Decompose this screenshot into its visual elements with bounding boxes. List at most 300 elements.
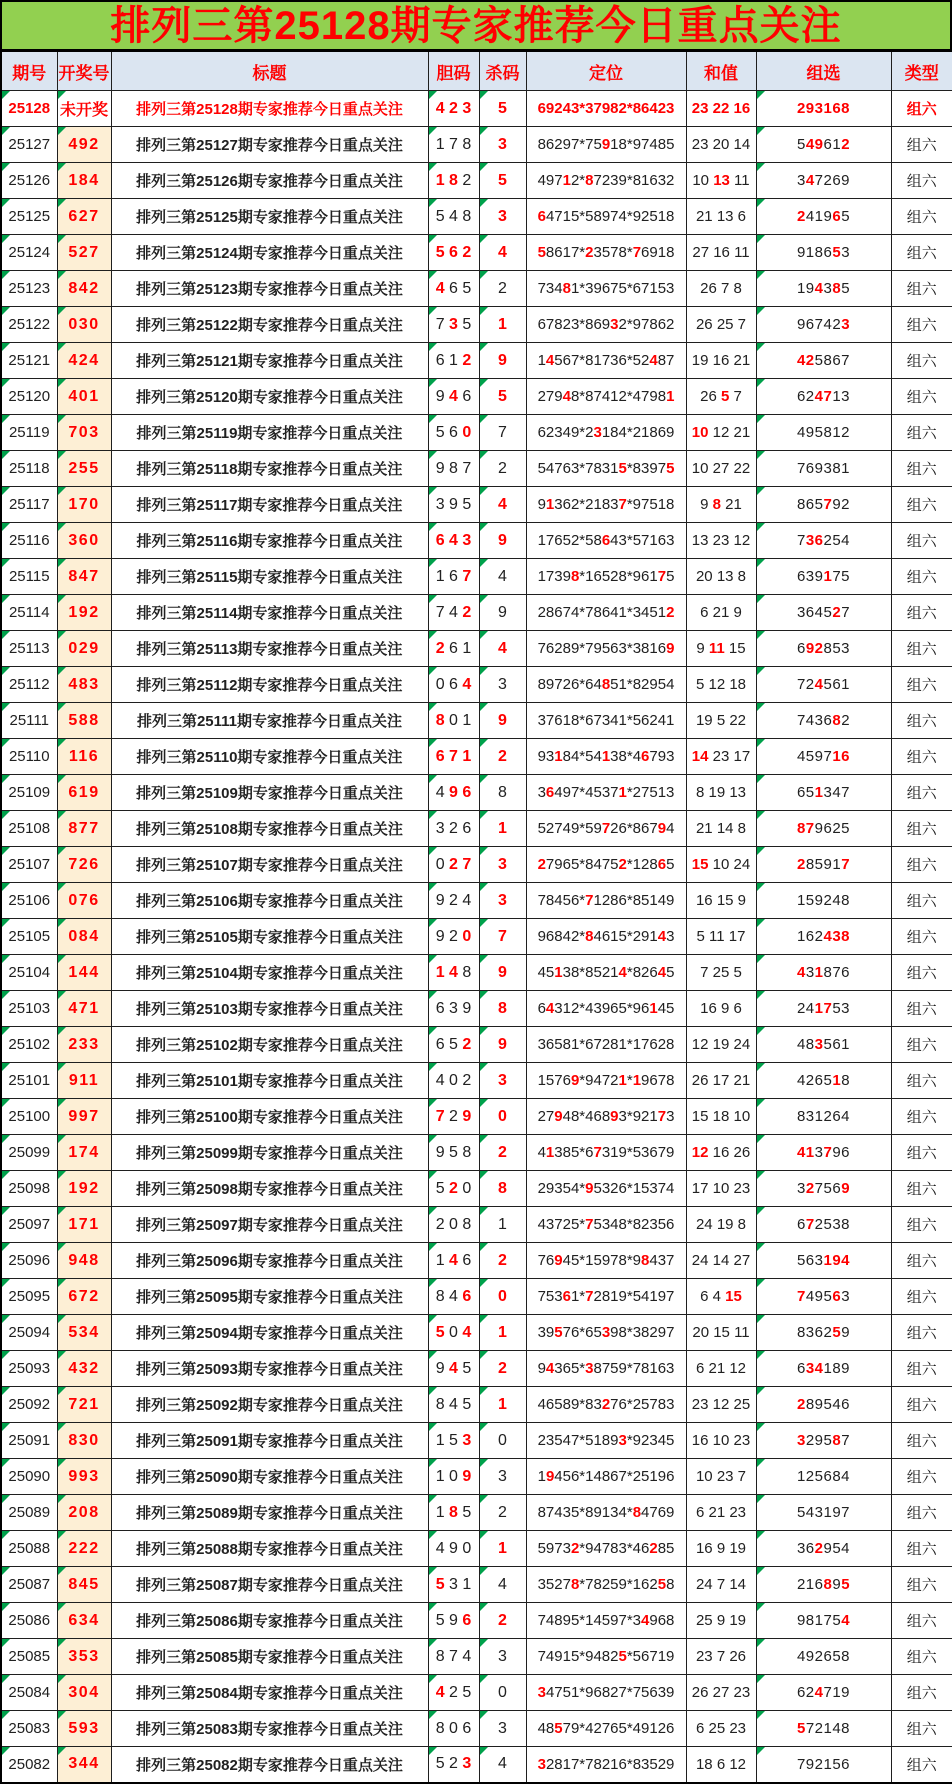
cell-draw: 360 <box>57 523 111 559</box>
cell-dan: 2 0 8 <box>428 1207 479 1243</box>
cell-note-triangle-icon <box>2 1567 10 1575</box>
cell-dan: 6 5 2 <box>428 1027 479 1063</box>
cell-position: 78456*71286*85149 <box>526 883 686 919</box>
cell-note-triangle-icon <box>757 919 765 927</box>
cell-title: 排列三第25126期专家推荐今日重点关注 <box>111 163 428 199</box>
cell-note-triangle-icon <box>58 883 66 891</box>
cell-sum: 24 14 27 <box>686 1243 756 1279</box>
cell-group: 285917 <box>756 847 891 883</box>
table-row <box>1 487 952 523</box>
cell-sum: 26 5 7 <box>686 379 756 415</box>
cell-title: 排列三第25124期专家推荐今日重点关注 <box>111 235 428 271</box>
cell-sum: 25 9 19 <box>686 1603 756 1639</box>
cell-kill: 9 <box>479 1027 526 1063</box>
cell-note-triangle-icon <box>2 919 10 927</box>
cell-note-triangle-icon <box>429 523 437 531</box>
cell-type: 组六 <box>891 1603 952 1639</box>
table-row <box>1 523 952 559</box>
cell-group: 563194 <box>756 1243 891 1279</box>
cell-period: 25083 <box>1 1711 57 1747</box>
cell-type: 组六 <box>891 1675 952 1711</box>
cell-kill: 3 <box>479 1063 526 1099</box>
cell-sum: 5 12 18 <box>686 667 756 703</box>
cell-position: 17652*58643*57163 <box>526 523 686 559</box>
cell-group: 347269 <box>756 163 891 199</box>
cell-note-triangle-icon <box>2 1063 10 1071</box>
cell-group: 483561 <box>756 1027 891 1063</box>
cell-note-triangle-icon <box>757 1531 765 1539</box>
cell-note-triangle-icon <box>2 199 10 207</box>
cell-sum: 21 14 8 <box>686 811 756 847</box>
cell-draw: 304 <box>57 1675 111 1711</box>
cell-kill: 1 <box>479 1315 526 1351</box>
cell-note-triangle-icon <box>2 1135 10 1143</box>
cell-kill: 4 <box>479 487 526 523</box>
cell-type: 组六 <box>891 163 952 199</box>
cell-dan: 1 0 9 <box>428 1459 479 1495</box>
cell-dan: 9 4 6 <box>428 379 479 415</box>
cell-kill: 9 <box>479 343 526 379</box>
cell-period: 25108 <box>1 811 57 847</box>
cell-note-triangle-icon <box>2 559 10 567</box>
cell-group: 981754 <box>756 1603 891 1639</box>
cell-note-triangle-icon <box>2 271 10 279</box>
cell-note-triangle-icon <box>757 379 765 387</box>
cell-note-triangle-icon <box>757 811 765 819</box>
cell-note-triangle-icon <box>757 847 765 855</box>
cell-note-triangle-icon <box>429 487 437 495</box>
cell-title: 排列三第25087期专家推荐今日重点关注 <box>111 1567 428 1603</box>
cell-kill: 0 <box>479 1423 526 1459</box>
cell-kill: 9 <box>479 595 526 631</box>
table-row <box>1 1423 952 1459</box>
cell-note-triangle-icon <box>480 235 488 243</box>
cell-dan: 5 6 2 <box>428 235 479 271</box>
cell-group: 865792 <box>756 487 891 523</box>
cell-group: 426518 <box>756 1063 891 1099</box>
cell-title: 排列三第25120期专家推荐今日重点关注 <box>111 379 428 415</box>
cell-kill: 2 <box>479 739 526 775</box>
cell-note-triangle-icon <box>480 955 488 963</box>
cell-title: 排列三第25121期专家推荐今日重点关注 <box>111 343 428 379</box>
cell-position: 54763*78315*83975 <box>526 451 686 487</box>
table-row <box>1 379 952 415</box>
cell-title: 排列三第25107期专家推荐今日重点关注 <box>111 847 428 883</box>
cell-note-triangle-icon <box>429 703 437 711</box>
cell-title: 排列三第25116期专家推荐今日重点关注 <box>111 523 428 559</box>
cell-period: 25092 <box>1 1387 57 1423</box>
cell-sum: 6 21 12 <box>686 1351 756 1387</box>
cell-title: 排列三第25101期专家推荐今日重点关注 <box>111 1063 428 1099</box>
cell-note-triangle-icon <box>480 1639 488 1647</box>
cell-note-triangle-icon <box>480 775 488 783</box>
cell-note-triangle-icon <box>429 631 437 639</box>
cell-sum: 16 9 19 <box>686 1531 756 1567</box>
cell-kill: 9 <box>479 703 526 739</box>
cell-group: 724561 <box>756 667 891 703</box>
cell-position: 89726*64851*82954 <box>526 667 686 703</box>
cell-note-triangle-icon <box>2 955 10 963</box>
cell-position: 74895*14597*34968 <box>526 1603 686 1639</box>
cell-note-triangle-icon <box>429 1243 437 1251</box>
cell-note-triangle-icon <box>480 379 488 387</box>
cell-draw: 076 <box>57 883 111 919</box>
cell-period: 25100 <box>1 1099 57 1135</box>
table-row <box>1 127 952 163</box>
cell-position: 59732*94783*46285 <box>526 1531 686 1567</box>
cell-dan: 1 8 2 <box>428 163 479 199</box>
cell-dan: 5 0 4 <box>428 1315 479 1351</box>
cell-type: 组六 <box>891 1495 952 1531</box>
cell-dan: 9 8 7 <box>428 451 479 487</box>
table-row <box>1 451 952 487</box>
cell-position: 76945*15978*98437 <box>526 1243 686 1279</box>
cell-title: 排列三第25091期专家推荐今日重点关注 <box>111 1423 428 1459</box>
cell-type: 组六 <box>891 379 952 415</box>
table-row <box>1 1567 952 1603</box>
cell-note-triangle-icon <box>2 1387 10 1395</box>
cell-title: 排列三第25098期专家推荐今日重点关注 <box>111 1171 428 1207</box>
cell-sum: 23 22 16 <box>686 91 756 127</box>
cell-kill: 2 <box>479 1603 526 1639</box>
cell-note-triangle-icon <box>480 1171 488 1179</box>
cell-type: 组六 <box>891 1423 952 1459</box>
cell-group: 431876 <box>756 955 891 991</box>
cell-type: 组六 <box>891 775 952 811</box>
cell-type: 组六 <box>891 1027 952 1063</box>
cell-kill: 2 <box>479 1495 526 1531</box>
cell-position: 34751*96827*75639 <box>526 1675 686 1711</box>
cell-period: 25125 <box>1 199 57 235</box>
cell-note-triangle-icon <box>757 91 765 99</box>
cell-draw: 830 <box>57 1423 111 1459</box>
cell-period: 25094 <box>1 1315 57 1351</box>
cell-period: 25121 <box>1 343 57 379</box>
cell-note-triangle-icon <box>480 1207 488 1215</box>
cell-position: 96842*84615*29143 <box>526 919 686 955</box>
cell-dan: 5 2 3 <box>428 1747 479 1783</box>
cell-note-triangle-icon <box>58 1243 66 1251</box>
cell-note-triangle-icon <box>58 919 66 927</box>
cell-position: 74915*94825*56719 <box>526 1639 686 1675</box>
cell-dan: 9 5 8 <box>428 1135 479 1171</box>
cell-group: 425867 <box>756 343 891 379</box>
cell-note-triangle-icon <box>480 1315 488 1323</box>
cell-position: 49712*87239*81632 <box>526 163 686 199</box>
cell-note-triangle-icon <box>2 811 10 819</box>
cell-note-triangle-icon <box>757 595 765 603</box>
cell-group: 967423 <box>756 307 891 343</box>
col-header-period: 期号 <box>1 51 57 91</box>
cell-sum: 27 16 11 <box>686 235 756 271</box>
cell-type: 组六 <box>891 1207 952 1243</box>
cell-title: 排列三第25096期专家推荐今日重点关注 <box>111 1243 428 1279</box>
cell-title: 排列三第25102期专家推荐今日重点关注 <box>111 1027 428 1063</box>
cell-position: 52749*59726*86794 <box>526 811 686 847</box>
cell-group: 792156 <box>756 1747 891 1783</box>
cell-period: 25098 <box>1 1171 57 1207</box>
cell-note-triangle-icon <box>757 1099 765 1107</box>
cell-kill: 2 <box>479 271 526 307</box>
cell-note-triangle-icon <box>2 1639 10 1647</box>
cell-group: 543197 <box>756 1495 891 1531</box>
cell-note-triangle-icon <box>480 847 488 855</box>
cell-note-triangle-icon <box>2 1603 10 1611</box>
cell-dan: 8 7 4 <box>428 1639 479 1675</box>
cell-note-triangle-icon <box>429 163 437 171</box>
table-row <box>1 703 952 739</box>
cell-dan: 1 7 8 <box>428 127 479 163</box>
cell-note-triangle-icon <box>757 703 765 711</box>
cell-note-triangle-icon <box>757 631 765 639</box>
cell-note-triangle-icon <box>2 703 10 711</box>
cell-sum: 26 25 7 <box>686 307 756 343</box>
table-row <box>1 1531 952 1567</box>
cell-kill: 3 <box>479 667 526 703</box>
cell-note-triangle-icon <box>757 1063 765 1071</box>
cell-note-triangle-icon <box>757 1567 765 1575</box>
cell-kill: 3 <box>479 847 526 883</box>
cell-period: 25106 <box>1 883 57 919</box>
cell-dan: 1 6 7 <box>428 559 479 595</box>
cell-note-triangle-icon <box>757 1027 765 1035</box>
cell-kill: 1 <box>479 1207 526 1243</box>
cell-kill: 3 <box>479 199 526 235</box>
cell-note-triangle-icon <box>480 343 488 351</box>
cell-dan: 9 2 0 <box>428 919 479 955</box>
cell-note-triangle-icon <box>429 1279 437 1287</box>
cell-note-triangle-icon <box>58 1171 66 1179</box>
cell-note-triangle-icon <box>480 919 488 927</box>
cell-position: 75361*72819*54197 <box>526 1279 686 1315</box>
cell-note-triangle-icon <box>757 127 765 135</box>
table-row <box>1 1099 952 1135</box>
cell-position: 76289*79563*38169 <box>526 631 686 667</box>
cell-type: 组六 <box>891 1171 952 1207</box>
cell-note-triangle-icon <box>757 1315 765 1323</box>
cell-note-triangle-icon <box>757 199 765 207</box>
cell-note-triangle-icon <box>2 1171 10 1179</box>
cell-note-triangle-icon <box>480 1387 488 1395</box>
cell-position: 48579*42765*49126 <box>526 1711 686 1747</box>
cell-type: 组六 <box>891 559 952 595</box>
cell-dan: 9 2 4 <box>428 883 479 919</box>
cell-group: 692853 <box>756 631 891 667</box>
cell-note-triangle-icon <box>58 307 66 315</box>
cell-title: 排列三第25090期专家推荐今日重点关注 <box>111 1459 428 1495</box>
cell-sum: 7 25 5 <box>686 955 756 991</box>
cell-type: 组六 <box>891 1099 952 1135</box>
cell-title: 排列三第25093期专家推荐今日重点关注 <box>111 1351 428 1387</box>
cell-period: 25109 <box>1 775 57 811</box>
cell-period: 25099 <box>1 1135 57 1171</box>
cell-group: 879625 <box>756 811 891 847</box>
cell-title: 排列三第25103期专家推荐今日重点关注 <box>111 991 428 1027</box>
cell-note-triangle-icon <box>58 811 66 819</box>
cell-note-triangle-icon <box>429 379 437 387</box>
cell-sum: 23 12 25 <box>686 1387 756 1423</box>
cell-note-triangle-icon <box>58 199 66 207</box>
cell-type: 组六 <box>891 127 952 163</box>
cell-sum: 21 13 6 <box>686 199 756 235</box>
cell-group: 159248 <box>756 883 891 919</box>
table-row <box>1 1135 952 1171</box>
cell-note-triangle-icon <box>757 1747 765 1755</box>
cell-period: 25127 <box>1 127 57 163</box>
cell-note-triangle-icon <box>2 523 10 531</box>
cell-draw: 029 <box>57 631 111 667</box>
cell-note-triangle-icon <box>2 487 10 495</box>
table-row <box>1 667 952 703</box>
cell-draw: 527 <box>57 235 111 271</box>
cell-note-triangle-icon <box>429 271 437 279</box>
cell-draw: 997 <box>57 1099 111 1135</box>
cell-group: 194385 <box>756 271 891 307</box>
cell-position: 41385*67319*53679 <box>526 1135 686 1171</box>
cell-position: 58617*23578*76918 <box>526 235 686 271</box>
cell-note-triangle-icon <box>480 451 488 459</box>
cell-draw: 911 <box>57 1063 111 1099</box>
cell-note-triangle-icon <box>757 1207 765 1215</box>
cell-note-triangle-icon <box>429 1135 437 1143</box>
cell-period: 25126 <box>1 163 57 199</box>
cell-position: 73481*39675*67153 <box>526 271 686 307</box>
cell-note-triangle-icon <box>2 415 10 423</box>
cell-sum: 20 13 8 <box>686 559 756 595</box>
cell-dan: 1 4 8 <box>428 955 479 991</box>
cell-note-triangle-icon <box>58 1135 66 1143</box>
cell-note-triangle-icon <box>58 667 66 675</box>
cell-period: 25088 <box>1 1531 57 1567</box>
cell-position: 27948*87412*47981 <box>526 379 686 415</box>
table-row <box>1 235 952 271</box>
cell-period: 25101 <box>1 1063 57 1099</box>
cell-note-triangle-icon <box>2 127 10 135</box>
cell-period: 25128 <box>1 91 57 127</box>
cell-note-triangle-icon <box>480 415 488 423</box>
cell-draw: 588 <box>57 703 111 739</box>
cell-kill: 0 <box>479 1099 526 1135</box>
cell-note-triangle-icon <box>2 1279 10 1287</box>
cell-note-triangle-icon <box>2 883 10 891</box>
cell-note-triangle-icon <box>480 1603 488 1611</box>
cell-title: 排列三第25092期专家推荐今日重点关注 <box>111 1387 428 1423</box>
cell-dan: 7 4 2 <box>428 595 479 631</box>
cell-note-triangle-icon <box>58 991 66 999</box>
cell-dan: 8 4 6 <box>428 1279 479 1315</box>
cell-kill: 4 <box>479 631 526 667</box>
table-row <box>1 1747 952 1783</box>
cell-type: 组六 <box>891 235 952 271</box>
cell-draw: 726 <box>57 847 111 883</box>
cell-dan: 5 4 8 <box>428 199 479 235</box>
cell-note-triangle-icon <box>58 1531 66 1539</box>
cell-title: 排列三第25115期专家推荐今日重点关注 <box>111 559 428 595</box>
cell-note-triangle-icon <box>429 127 437 135</box>
cell-sum: 10 13 11 <box>686 163 756 199</box>
cell-note-triangle-icon <box>429 883 437 891</box>
col-header-position: 定位 <box>526 51 686 91</box>
cell-type: 组六 <box>891 1135 952 1171</box>
cell-period: 25117 <box>1 487 57 523</box>
cell-dan: 6 3 9 <box>428 991 479 1027</box>
cell-note-triangle-icon <box>429 235 437 243</box>
cell-type: 组六 <box>891 991 952 1027</box>
cell-note-triangle-icon <box>429 343 437 351</box>
cell-note-triangle-icon <box>757 883 765 891</box>
cell-title: 排列三第25089期专家推荐今日重点关注 <box>111 1495 428 1531</box>
cell-note-triangle-icon <box>2 91 10 99</box>
cell-note-triangle-icon <box>429 199 437 207</box>
cell-sum: 19 5 22 <box>686 703 756 739</box>
cell-period: 25123 <box>1 271 57 307</box>
cell-type: 组六 <box>891 1063 952 1099</box>
cell-note-triangle-icon <box>2 1531 10 1539</box>
cell-note-triangle-icon <box>2 1675 10 1683</box>
cell-position: 28674*78641*34512 <box>526 595 686 631</box>
cell-position: 23547*51893*92345 <box>526 1423 686 1459</box>
cell-group: 769381 <box>756 451 891 487</box>
table-row <box>1 1171 952 1207</box>
cell-note-triangle-icon <box>480 811 488 819</box>
table-row <box>1 1243 952 1279</box>
cell-note-triangle-icon <box>58 1315 66 1323</box>
cell-kill: 4 <box>479 1567 526 1603</box>
cell-note-triangle-icon <box>480 1495 488 1503</box>
cell-position: 69243*37982*86423 <box>526 91 686 127</box>
cell-note-triangle-icon <box>2 1315 10 1323</box>
cell-type: 组六 <box>891 1747 952 1783</box>
cell-position: 27948*46893*92173 <box>526 1099 686 1135</box>
cell-period: 25114 <box>1 595 57 631</box>
cell-title: 排列三第25125期专家推荐今日重点关注 <box>111 199 428 235</box>
cell-position: 29354*95326*15374 <box>526 1171 686 1207</box>
cell-sum: 23 7 26 <box>686 1639 756 1675</box>
cell-note-triangle-icon <box>480 163 488 171</box>
cell-note-triangle-icon <box>2 451 10 459</box>
cell-kill: 0 <box>479 1279 526 1315</box>
cell-group: 572148 <box>756 1711 891 1747</box>
cell-dan: 4 0 2 <box>428 1063 479 1099</box>
cell-note-triangle-icon <box>480 1243 488 1251</box>
cell-note-triangle-icon <box>757 235 765 243</box>
cell-group: 672538 <box>756 1207 891 1243</box>
cell-type: 组六 <box>891 523 952 559</box>
cell-kill: 3 <box>479 127 526 163</box>
cell-note-triangle-icon <box>429 307 437 315</box>
table-row <box>1 1387 952 1423</box>
cell-dan: 7 2 9 <box>428 1099 479 1135</box>
cell-note-triangle-icon <box>757 1171 765 1179</box>
cell-note-triangle-icon <box>480 1351 488 1359</box>
cell-kill: 3 <box>479 1639 526 1675</box>
cell-title: 排列三第25084期专家推荐今日重点关注 <box>111 1675 428 1711</box>
cell-note-triangle-icon <box>429 451 437 459</box>
cell-period: 25110 <box>1 739 57 775</box>
cell-period: 25103 <box>1 991 57 1027</box>
cell-kill: 1 <box>479 1531 526 1567</box>
cell-note-triangle-icon <box>2 1099 10 1107</box>
cell-note-triangle-icon <box>757 1387 765 1395</box>
cell-note-triangle-icon <box>757 991 765 999</box>
cell-note-triangle-icon <box>429 91 437 99</box>
cell-note-triangle-icon <box>429 1315 437 1323</box>
cell-note-triangle-icon <box>58 451 66 459</box>
cell-period: 25089 <box>1 1495 57 1531</box>
col-header-sum: 和值 <box>686 51 756 91</box>
cell-type: 组六 <box>891 595 952 631</box>
cell-note-triangle-icon <box>480 1459 488 1467</box>
